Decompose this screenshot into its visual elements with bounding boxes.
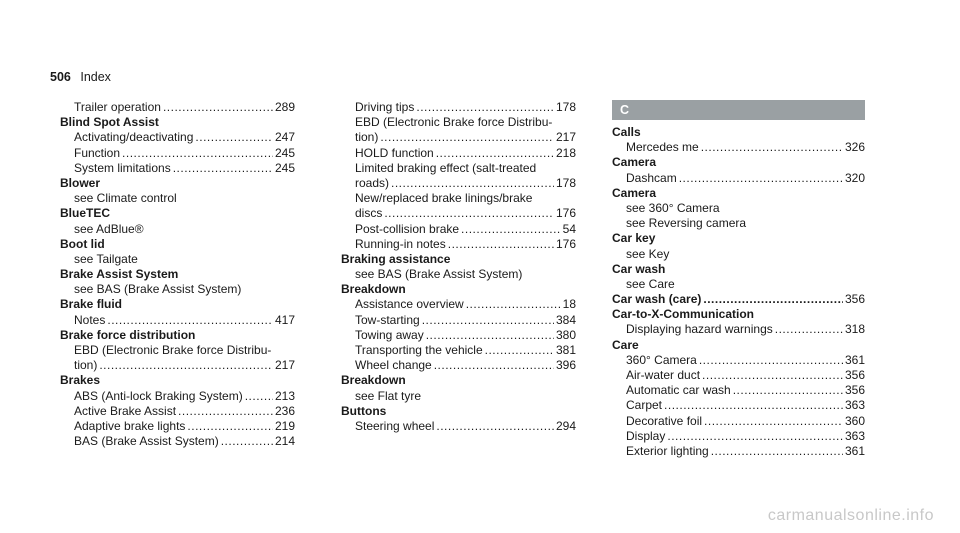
index-entry-driving-tips [341,100,576,115]
index-entry-tion [341,130,576,145]
index-heading-camera: Camera [612,185,657,200]
entry-text: Displaying hazard warnings [626,322,773,337]
page-ref: 214 [274,434,295,449]
index-entry-decorative-foil [612,414,865,429]
index-entry-discs [341,206,576,221]
index-heading-calls: Calls [612,125,641,139]
page-ref: 356 [844,292,865,307]
dot-leader [99,358,273,373]
dot-leader [107,313,273,328]
entry-text: 360° Camera [626,352,697,367]
index-entry-bas-brake-assist-system [60,434,295,449]
index-heading-bluetec: BlueTEC [60,206,111,221]
page-ref: 213 [274,388,295,403]
page-ref: 245 [274,160,295,175]
dot-leader [466,297,561,312]
dot-leader [702,368,843,383]
entry-text: Trailer operation [74,100,161,114]
dot-leader [380,130,554,145]
dot-leader [485,343,554,358]
index-heading-brake-assist-system: Brake Assist System [60,267,179,282]
index-entry-see-reversing-camera: see Reversing camera [626,216,747,231]
page-ref: 245 [274,145,295,160]
index-heading-boot-lid: Boot lid [60,236,105,251]
index-heading-blind-spot-assist: Blind Spot Assist [60,115,159,130]
index-heading-brake-fluid: Brake fluid [60,297,123,312]
dot-leader [711,444,843,459]
dot-leader [163,100,273,115]
entry-text: Display [626,428,666,443]
dot-leader [436,146,554,161]
entry-text: Tow-starting [355,312,420,327]
dot-leader [667,429,843,444]
dot-leader [416,100,554,115]
index-entry-new-replaced-brake-linings-brake: New/replaced brake linings/brake [355,191,533,206]
page-ref: 326 [844,140,865,155]
entry-text: Exterior lighting [626,443,709,458]
index-entry-transporting-the-vehicle [341,343,576,358]
index-heading-braking-assistance: Braking assistance [341,251,451,266]
entry-text: Steering wheel [355,418,435,433]
dot-leader [426,328,554,343]
entry-text: Assistance overview [355,297,464,312]
entry-text: tion) [355,130,379,145]
dot-leader [679,171,843,186]
page-ref: 356 [844,368,865,382]
page-ref: 218 [555,145,576,160]
dot-leader [195,130,273,145]
dot-leader [122,146,273,161]
entry-text: ABS (Anti-lock Braking System) [74,388,243,403]
page-ref: 178 [555,175,576,190]
index-entry-function [60,146,295,161]
dot-leader [701,140,843,155]
index-entry-wheel-change [341,358,576,373]
entry-text: Air-water duct [626,368,701,382]
dot-leader [391,176,554,191]
index-entry-adaptive-brake-lights [60,419,295,434]
entry-text: Notes [74,312,106,327]
index-entry-dashcam [612,171,865,186]
page-number: 506 [50,70,71,84]
dot-leader [703,292,843,307]
index-entry-360-camera [612,353,865,368]
index-heading-brake-force-distribution: Brake force distribution [60,327,196,342]
page-ref: 360 [844,413,865,428]
letter-band: C [612,100,865,120]
index-entry-running-in-notes [341,237,576,252]
entry-text: Decorative foil [626,413,703,428]
index-heading-car-to-x-communication: Car-to-X-Communication [612,307,754,322]
index-column-3 [612,100,865,459]
dot-leader [173,161,273,176]
dot-leader [178,404,273,419]
page-ref: 361 [844,443,865,458]
heading-text: Car wash (care) [612,292,702,307]
index-entry-see-care: see Care [626,276,675,291]
page-ref: 318 [844,322,865,337]
index-heading-blower: Blower [60,175,101,190]
entry-text: Function [74,145,121,160]
index-entry-display [612,429,865,444]
index-entry-see-360-camera: see 360° Camera [626,200,720,215]
index-entry-automatic-car-wash [612,383,865,398]
dot-leader [699,353,843,368]
entry-text: Automatic car wash [626,383,731,398]
dot-leader [733,383,843,398]
index-entry-see-key: see Key [626,246,670,261]
index-entry-mercedes-me [612,140,865,155]
section-title: Index [80,70,111,84]
index-entry-trailer-operation [60,100,295,115]
page-ref: 176 [555,236,576,251]
index-entry-steering-wheel [341,419,576,434]
index-column-2 [341,100,576,434]
index-heading-breakdown: Breakdown [341,282,406,297]
page-ref: 384 [555,312,576,327]
dot-leader [434,358,554,373]
page-ref: 219 [274,418,295,433]
index-entry-ebd-electronic-brake-force-distribu: EBD (Electronic Brake force Distribu- [355,115,553,130]
index-entry-hold-function [341,146,576,161]
watermark: carmanualsonline.info [767,507,934,524]
index-entry-active-brake-assist [60,404,295,419]
index-heading-car-wash-care [612,292,865,307]
index-entry-see-climate-control: see Climate control [74,191,177,206]
index-entry-see-flat-tyre: see Flat tyre [355,388,422,403]
page-ref: 217 [274,358,295,373]
page-ref: 294 [555,418,576,433]
dot-leader [187,419,273,434]
index-entry-towing-away [341,328,576,343]
entry-text: Post-collision brake [355,221,460,236]
dot-leader [422,313,554,328]
entry-text: tion) [74,358,98,373]
dot-leader [384,206,554,221]
page-ref: 18 [562,297,576,312]
entry-text: Driving tips [355,100,415,114]
index-heading-brakes: Brakes [60,373,101,388]
page-header [50,70,111,84]
index-entry-see-tailgate: see Tailgate [74,251,138,266]
index-entry-tow-starting [341,313,576,328]
page-ref: 176 [555,206,576,221]
index-entry-abs-anti-lock-braking-system [60,389,295,404]
page-ref: 417 [274,312,295,327]
entry-text: Transporting the vehicle [355,343,483,357]
index-entry-see-adblue: see AdBlue® [74,221,144,236]
page-ref: 356 [844,383,865,398]
entry-text: BAS (Brake Assist System) [74,434,219,449]
dot-leader [221,434,273,449]
index-heading-car-wash: Car wash [612,261,666,276]
index-heading-breakdown: Breakdown [341,373,406,388]
entry-text: Adaptive brake lights [74,418,186,433]
dot-leader [704,414,843,429]
page-ref: 363 [844,428,865,443]
dot-leader [448,237,554,252]
index-entry-see-bas-brake-assist-system: see BAS (Brake Assist System) [74,282,242,297]
page-ref: 363 [844,398,865,413]
index-heading-car-key: Car key [612,231,656,246]
index-heading-camera: Camera [612,155,657,170]
dot-leader [775,322,843,337]
entry-text: discs [355,206,383,221]
index-entry-limited-braking-effect-salt-treated: Limited braking effect (salt-treated [355,160,537,175]
index-heading-care: Care [612,337,639,352]
dot-leader [461,222,561,237]
page-ref: 381 [555,343,576,357]
page-ref: 380 [555,327,576,342]
entry-text: Dashcam [626,170,677,185]
index-entry-see-bas-brake-assist-system: see BAS (Brake Assist System) [355,267,523,282]
index-entry-activating-deactivating [60,130,295,145]
dot-leader [245,389,273,404]
index-entry-carpet [612,398,865,413]
index-entry-tion [60,358,295,373]
index-entry-exterior-lighting [612,444,865,459]
index-entry-notes [60,313,295,328]
page-ref: 247 [274,130,295,145]
entry-text: roads) [355,175,390,190]
index-entry-assistance-overview [341,297,576,312]
index-entry-roads [341,176,576,191]
index-entry-post-collision-brake [341,222,576,237]
page-ref: 217 [555,130,576,145]
index-entry-system-limitations [60,161,295,176]
index-heading-buttons: Buttons [341,403,387,418]
entry-text: System limitations [74,160,171,175]
page-ref: 320 [844,170,865,185]
entry-text: Running-in notes [355,236,446,251]
index-entry-ebd-electronic-brake-force-distribu: EBD (Electronic Brake force Distribu- [74,343,272,357]
page-ref: 289 [274,100,295,114]
index-column-1 [60,100,295,449]
entry-text: HOLD function [355,145,434,160]
entry-text: Active Brake Assist [74,403,177,418]
entry-text: Towing away [355,327,424,342]
index-entry-air-water-duct [612,368,865,383]
page-ref: 396 [555,358,576,373]
page-ref: 54 [562,221,576,236]
entry-text: Carpet [626,398,663,413]
page-ref: 236 [274,403,295,418]
dot-leader [664,398,843,413]
index-entry-displaying-hazard-warnings [612,322,865,337]
dot-leader [436,419,554,434]
entry-text: Wheel change [355,358,432,373]
page-ref: 361 [844,352,865,367]
page-ref: 178 [555,100,576,114]
entry-text: Mercedes me [626,140,699,155]
entry-text: Activating/deactivating [74,130,194,145]
